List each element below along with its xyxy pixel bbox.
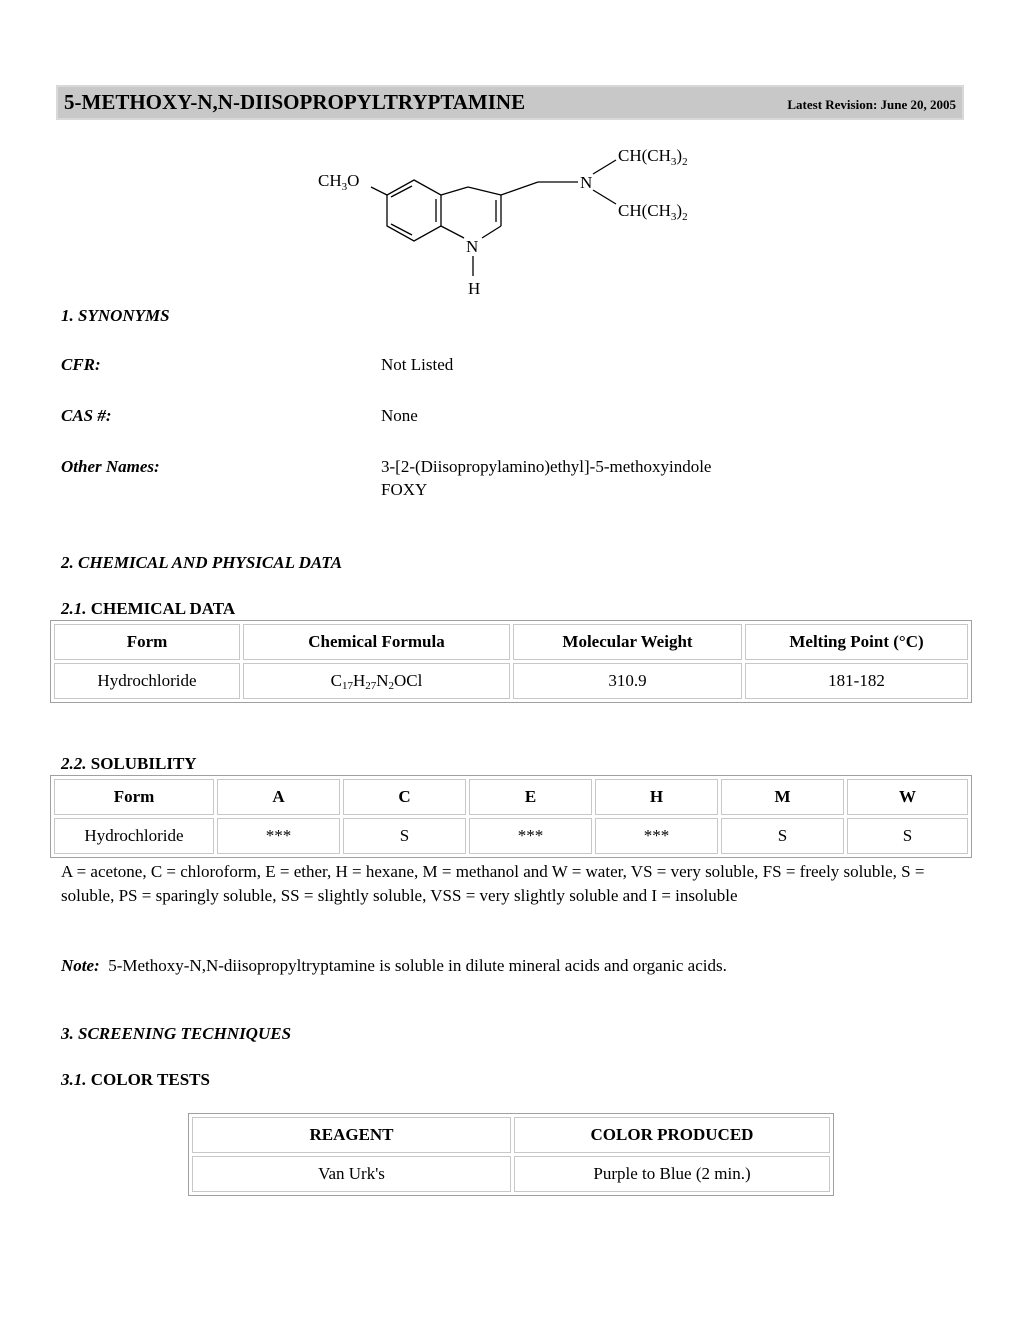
cfr-value: Not Listed	[381, 355, 454, 374]
table-cell: S	[343, 818, 466, 854]
table-cell: ***	[217, 818, 340, 854]
color-tests-heading: 3.1. COLOR TESTS	[61, 1070, 210, 1089]
other-name-2: FOXY	[381, 480, 428, 499]
cas-label: CAS #:	[61, 406, 112, 425]
melting-point-cell: 181-182	[745, 663, 968, 699]
chemical-structure-diagram	[260, 140, 720, 300]
solubility-table	[50, 775, 972, 858]
table-header-row	[192, 1117, 830, 1153]
table-header-row	[54, 624, 968, 660]
table-header-row	[54, 779, 968, 815]
solubility-heading: 2.2. SOLUBILITY	[61, 754, 197, 773]
column-header: Form	[54, 779, 214, 815]
column-header: M	[721, 779, 844, 815]
chemical-data-heading: 2.1. CHEMICAL DATA	[61, 599, 236, 618]
chem-phys-heading: 2. CHEMICAL AND PHYSICAL DATA	[61, 553, 343, 572]
table-row	[192, 1156, 830, 1192]
indole-nitrogen-label: N	[466, 237, 479, 256]
column-header: COLOR PRODUCED	[514, 1117, 830, 1153]
note-text: 5-Methoxy-N,N-diisopropyltryptamine is soluble in dilute mineral acids and organic acids.	[108, 956, 727, 975]
table-row	[54, 663, 968, 699]
column-header: Chemical Formula	[243, 624, 510, 660]
indole-hydrogen-label: H	[468, 279, 481, 298]
formula-cell: $C_{17}H_{27}N_2OCl$	[243, 663, 510, 699]
form-cell: Hydrochloride	[54, 663, 240, 699]
isopropyl-top-label: $CH(CH_3)_2$	[618, 146, 688, 168]
color-produced-cell: Purple to Blue (2 min.)	[514, 1156, 830, 1192]
column-header: E	[469, 779, 592, 815]
cas-value: None	[381, 406, 418, 425]
column-header: C	[343, 779, 466, 815]
table-cell: ***	[469, 818, 592, 854]
table-row	[54, 818, 968, 854]
page-title: 5-METHOXY-N,N-DIISOPROPYLTRYPTAMINE	[64, 90, 526, 114]
chemical-data-table	[50, 620, 972, 703]
revision-date: Latest Revision: June 20, 2005	[787, 97, 956, 112]
column-header: H	[595, 779, 718, 815]
reagent-cell: Van Urk's	[192, 1156, 511, 1192]
table-cell: ***	[595, 818, 718, 854]
note-label: Note:	[61, 956, 100, 975]
table-cell: Hydrochloride	[54, 818, 214, 854]
molecular-weight-cell: 310.9	[513, 663, 742, 699]
other-name-1: 3-[2-(Diisopropylamino)ethyl]-5-methoxyindole	[381, 457, 712, 476]
column-header: Molecular Weight	[513, 624, 742, 660]
other-names-label: Other Names:	[61, 457, 160, 476]
methoxy-label: $CH_3O$	[318, 171, 360, 193]
isopropyl-bottom-label: $CH(CH_3)_2$	[618, 201, 688, 223]
synonyms-heading: 1. SYNONYMS	[61, 306, 170, 325]
table-cell: S	[847, 818, 968, 854]
amine-nitrogen-label: N	[580, 173, 593, 192]
table-cell: S	[721, 818, 844, 854]
color-tests-table	[188, 1113, 834, 1196]
solubility-legend: A = acetone, C = chloroform, E = ether, H = hexane, M = methanol and W = water, VS = very soluble, FS = freely soluble, S = soluble, PS = sparingly soluble, SS = slightly soluble, VSS = very slightly soluble and I = insoluble	[61, 862, 925, 905]
column-header: W	[847, 779, 968, 815]
solubility-note	[61, 954, 959, 978]
column-header: Form	[54, 624, 240, 660]
column-header: REAGENT	[192, 1117, 511, 1153]
column-header: A	[217, 779, 340, 815]
screening-heading: 3. SCREENING TECHNIQUES	[61, 1024, 292, 1043]
cfr-label: CFR:	[61, 355, 101, 374]
column-header: Melting Point (°C)	[745, 624, 968, 660]
